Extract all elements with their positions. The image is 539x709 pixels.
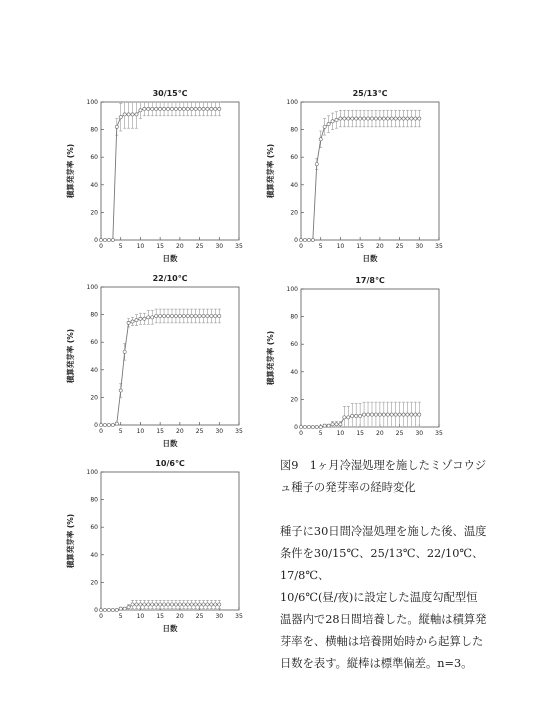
chart-25-13 [265, 89, 443, 263]
x-axis-label: 日数 [362, 254, 378, 263]
y-tick-label: 20 [90, 579, 98, 587]
y-tick-label: 40 [90, 551, 98, 559]
data-point [155, 107, 158, 110]
data-point [359, 117, 362, 120]
data-point [131, 320, 134, 323]
y-tick-label: 100 [286, 99, 298, 106]
x-tick-label: 15 [356, 243, 364, 250]
data-point [147, 107, 150, 110]
data-point [159, 314, 162, 317]
data-point [410, 413, 413, 416]
x-tick-label: 15 [156, 243, 164, 250]
data-point [390, 117, 393, 120]
data-point [147, 603, 150, 606]
data-point [339, 117, 342, 120]
data-point [343, 416, 346, 419]
data-point [382, 413, 385, 416]
y-tick-label: 100 [86, 284, 98, 291]
data-point [366, 413, 369, 416]
data-point [190, 107, 193, 110]
x-tick-label: 35 [435, 243, 443, 250]
x-axis-label: 日数 [162, 624, 178, 633]
data-point [347, 416, 350, 419]
data-point [366, 117, 369, 120]
data-point [343, 117, 346, 120]
data-point [194, 314, 197, 317]
x-tick-label: 25 [195, 243, 204, 250]
data-point [307, 238, 310, 241]
data-point [214, 603, 217, 606]
plot-frame [101, 472, 239, 610]
data-point [186, 314, 189, 317]
x-tick-label: 15 [356, 430, 364, 437]
data-point [139, 317, 142, 320]
data-point [327, 424, 330, 427]
data-point [131, 113, 134, 116]
data-point [198, 314, 201, 317]
data-point [206, 603, 209, 606]
y-tick-label: 80 [90, 496, 98, 504]
data-point [351, 414, 354, 417]
data-point [331, 423, 334, 426]
y-axis-label: 積算発芽率 (%) [66, 143, 75, 199]
data-point [299, 238, 302, 241]
x-tick-label: 10 [136, 243, 145, 250]
data-point [170, 603, 173, 606]
data-point [319, 138, 322, 141]
data-point [206, 107, 209, 110]
y-tick-label: 40 [90, 181, 98, 189]
x-tick-label: 25 [395, 243, 404, 250]
x-tick-label: 35 [235, 243, 243, 250]
data-point [159, 107, 162, 110]
data-point [178, 603, 181, 606]
x-tick-label: 20 [176, 243, 184, 250]
data-point [166, 107, 169, 110]
x-tick-label: 5 [118, 613, 123, 620]
data-point [202, 314, 205, 317]
data-point [170, 314, 173, 317]
data-point [151, 603, 154, 606]
x-tick-label: 15 [156, 428, 164, 435]
data-point [370, 117, 373, 120]
data-point [198, 603, 201, 606]
data-point [198, 107, 201, 110]
x-tick-label: 0 [299, 243, 303, 250]
x-tick-label: 30 [215, 428, 224, 435]
caption-body-line-2: 条件を30/15℃、25/13℃、22/10℃、17/8℃、 [280, 547, 484, 582]
data-point [386, 413, 389, 416]
data-point [390, 413, 393, 416]
x-tick-label: 30 [215, 243, 224, 250]
caption-title-line-1: 図9 1ヶ月冷湿処理を施したミゾコウジ [280, 459, 487, 472]
chart-22-10 [65, 274, 243, 448]
data-point [178, 107, 181, 110]
data-point [159, 603, 162, 606]
data-point [402, 413, 405, 416]
y-tick-label: 60 [90, 524, 98, 532]
data-point [155, 314, 158, 317]
data-point [190, 314, 193, 317]
data-point [218, 107, 221, 110]
data-point [99, 238, 102, 241]
chart-title: 22/10℃ [152, 274, 188, 283]
data-point [210, 314, 213, 317]
x-tick-label: 20 [176, 428, 184, 435]
data-point [115, 125, 118, 128]
data-point [315, 163, 318, 166]
data-point [347, 117, 350, 120]
data-point [214, 107, 217, 110]
caption-body-line-4: 温器内で28日間培養した。縦軸は積算発 [280, 613, 487, 626]
data-point [162, 603, 165, 606]
data-point [162, 314, 165, 317]
series-line [101, 109, 219, 240]
x-tick-label: 0 [99, 428, 103, 435]
y-tick-label: 100 [86, 469, 98, 476]
data-point [182, 603, 185, 606]
y-tick-label: 100 [86, 99, 98, 106]
data-point [119, 116, 122, 119]
data-point [111, 608, 114, 611]
data-point [359, 414, 362, 417]
plot-frame [301, 289, 439, 427]
series-line [301, 119, 419, 240]
data-point [218, 314, 221, 317]
x-tick-label: 35 [235, 428, 243, 435]
data-point [131, 603, 134, 606]
data-point [178, 314, 181, 317]
y-tick-label: 80 [290, 313, 298, 321]
data-point [362, 117, 365, 120]
data-point [143, 317, 146, 320]
data-point [107, 238, 110, 241]
y-tick-label: 60 [90, 339, 98, 347]
x-tick-label: 35 [435, 430, 443, 437]
data-point [214, 314, 217, 317]
chart-30-15 [65, 89, 243, 263]
data-point [323, 125, 326, 128]
data-point [398, 117, 401, 120]
y-tick-label: 40 [290, 368, 298, 376]
y-tick-label: 80 [90, 126, 98, 134]
data-point [135, 113, 138, 116]
data-point [170, 107, 173, 110]
data-point [315, 425, 318, 428]
y-tick-label: 100 [286, 286, 298, 293]
data-point [127, 113, 130, 116]
chart-title: 30/15℃ [152, 89, 188, 98]
data-point [182, 314, 185, 317]
x-tick-label: 30 [415, 243, 424, 250]
chart-title: 17/8℃ [355, 276, 385, 285]
x-tick-label: 5 [118, 428, 123, 435]
data-point [307, 425, 310, 428]
figure-caption [280, 455, 520, 675]
data-point [103, 608, 106, 611]
x-tick-label: 5 [118, 243, 123, 250]
x-tick-label: 10 [136, 428, 145, 435]
x-tick-label: 30 [415, 430, 424, 437]
y-axis-label: 積算発芽率 (%) [66, 328, 75, 384]
data-point [206, 314, 209, 317]
data-point [374, 117, 377, 120]
data-point [418, 413, 421, 416]
y-tick-label: 0 [294, 424, 298, 431]
data-point [135, 319, 138, 322]
y-axis-label: 積算発芽率 (%) [266, 143, 275, 199]
x-tick-label: 0 [99, 243, 103, 250]
data-point [319, 425, 322, 428]
data-point [311, 425, 314, 428]
x-tick-label: 10 [136, 613, 145, 620]
data-point [335, 118, 338, 121]
data-point [103, 238, 106, 241]
x-tick-label: 0 [299, 430, 303, 437]
data-point [303, 425, 306, 428]
y-tick-label: 0 [94, 422, 98, 429]
y-tick-label: 20 [90, 209, 98, 217]
data-point [155, 603, 158, 606]
x-tick-label: 20 [376, 430, 384, 437]
plot-frame [101, 287, 239, 425]
chart-title: 10/6℃ [155, 459, 185, 468]
x-tick-label: 15 [156, 613, 164, 620]
data-point [115, 608, 118, 611]
data-point [210, 603, 213, 606]
data-point [182, 107, 185, 110]
chart-17-8 [265, 276, 443, 437]
x-tick-label: 35 [235, 613, 243, 620]
data-point [335, 423, 338, 426]
data-point [382, 117, 385, 120]
data-point [174, 314, 177, 317]
data-point [194, 603, 197, 606]
data-point [123, 607, 126, 610]
data-point [123, 350, 126, 353]
caption-title-line-2: ュ種子の発芽率の経時変化 [280, 481, 416, 494]
data-point [119, 389, 122, 392]
data-point [119, 607, 122, 610]
chart-10-6 [65, 459, 243, 633]
caption-body-line-5: 芽率を、横軸は培養開始時から起算した [280, 635, 484, 648]
data-point [406, 117, 409, 120]
data-point [151, 107, 154, 110]
y-tick-label: 0 [94, 607, 98, 614]
data-point [127, 606, 130, 609]
data-point [190, 603, 193, 606]
data-point [139, 109, 142, 112]
data-point [202, 107, 205, 110]
x-tick-label: 20 [376, 243, 384, 250]
data-point [299, 425, 302, 428]
data-point [311, 238, 314, 241]
x-tick-label: 0 [99, 613, 103, 620]
data-point [362, 413, 365, 416]
data-point [174, 107, 177, 110]
data-point [143, 603, 146, 606]
data-point [327, 122, 330, 125]
x-tick-label: 10 [336, 430, 345, 437]
data-point [398, 413, 401, 416]
plot-frame [101, 102, 239, 240]
data-point [303, 238, 306, 241]
x-tick-label: 10 [336, 243, 345, 250]
data-point [414, 413, 417, 416]
data-point [355, 117, 358, 120]
x-tick-label: 5 [318, 430, 323, 437]
data-point [218, 603, 221, 606]
x-tick-label: 25 [195, 613, 204, 620]
y-tick-label: 40 [90, 366, 98, 374]
data-point [410, 117, 413, 120]
data-point [115, 422, 118, 425]
data-point [374, 413, 377, 416]
data-point [107, 608, 110, 611]
y-tick-label: 60 [290, 341, 298, 349]
x-tick-label: 20 [176, 613, 184, 620]
x-axis-label: 日数 [162, 254, 178, 263]
data-point [103, 423, 106, 426]
data-point [370, 413, 373, 416]
y-tick-label: 20 [90, 394, 98, 402]
x-tick-label: 25 [195, 428, 204, 435]
data-point [107, 423, 110, 426]
data-point [143, 107, 146, 110]
data-point [139, 603, 142, 606]
data-point [186, 603, 189, 606]
data-point [99, 423, 102, 426]
data-point [406, 413, 409, 416]
data-point [151, 316, 154, 319]
y-axis-label: 積算発芽率 (%) [66, 513, 75, 569]
caption-body-line-3: 10/6℃(昼/夜)に設定した温度勾配型恒 [280, 591, 478, 604]
data-point [323, 424, 326, 427]
data-point [378, 413, 381, 416]
y-tick-label: 60 [290, 154, 298, 162]
data-point [210, 107, 213, 110]
data-point [414, 117, 417, 120]
data-point [351, 117, 354, 120]
y-axis-label: 積算発芽率 (%) [266, 330, 275, 386]
y-tick-label: 20 [290, 396, 298, 404]
data-point [135, 603, 138, 606]
data-point [394, 413, 397, 416]
data-point [386, 117, 389, 120]
data-point [378, 117, 381, 120]
y-tick-label: 0 [94, 237, 98, 244]
data-point [339, 423, 342, 426]
data-point [111, 238, 114, 241]
data-point [147, 316, 150, 319]
data-point [394, 117, 397, 120]
data-point [166, 314, 169, 317]
data-point [331, 120, 334, 123]
y-tick-label: 80 [90, 311, 98, 319]
data-point [186, 107, 189, 110]
data-point [166, 603, 169, 606]
data-point [123, 113, 126, 116]
x-tick-label: 30 [215, 613, 224, 620]
y-tick-label: 80 [290, 126, 298, 134]
data-point [194, 107, 197, 110]
caption-body-line-6: 日数を表す。縦棒は標準偏差。n=3。 [280, 657, 473, 670]
x-axis-label: 日数 [162, 439, 178, 448]
plot-frame [301, 102, 439, 240]
data-point [174, 603, 177, 606]
data-point [418, 117, 421, 120]
series-line [101, 316, 219, 425]
data-point [127, 321, 130, 324]
data-point [99, 608, 102, 611]
chart-title: 25/13℃ [352, 89, 388, 98]
data-point [111, 423, 114, 426]
y-tick-label: 0 [294, 237, 298, 244]
y-tick-label: 60 [90, 154, 98, 162]
y-tick-label: 20 [290, 209, 298, 217]
x-tick-label: 5 [318, 243, 323, 250]
caption-body-line-1: 種子に30日間冷湿処理を施した後、温度 [280, 525, 487, 538]
data-point [402, 117, 405, 120]
data-point [355, 414, 358, 417]
x-tick-label: 25 [395, 430, 404, 437]
data-point [202, 603, 205, 606]
y-tick-label: 40 [290, 181, 298, 189]
data-point [162, 107, 165, 110]
